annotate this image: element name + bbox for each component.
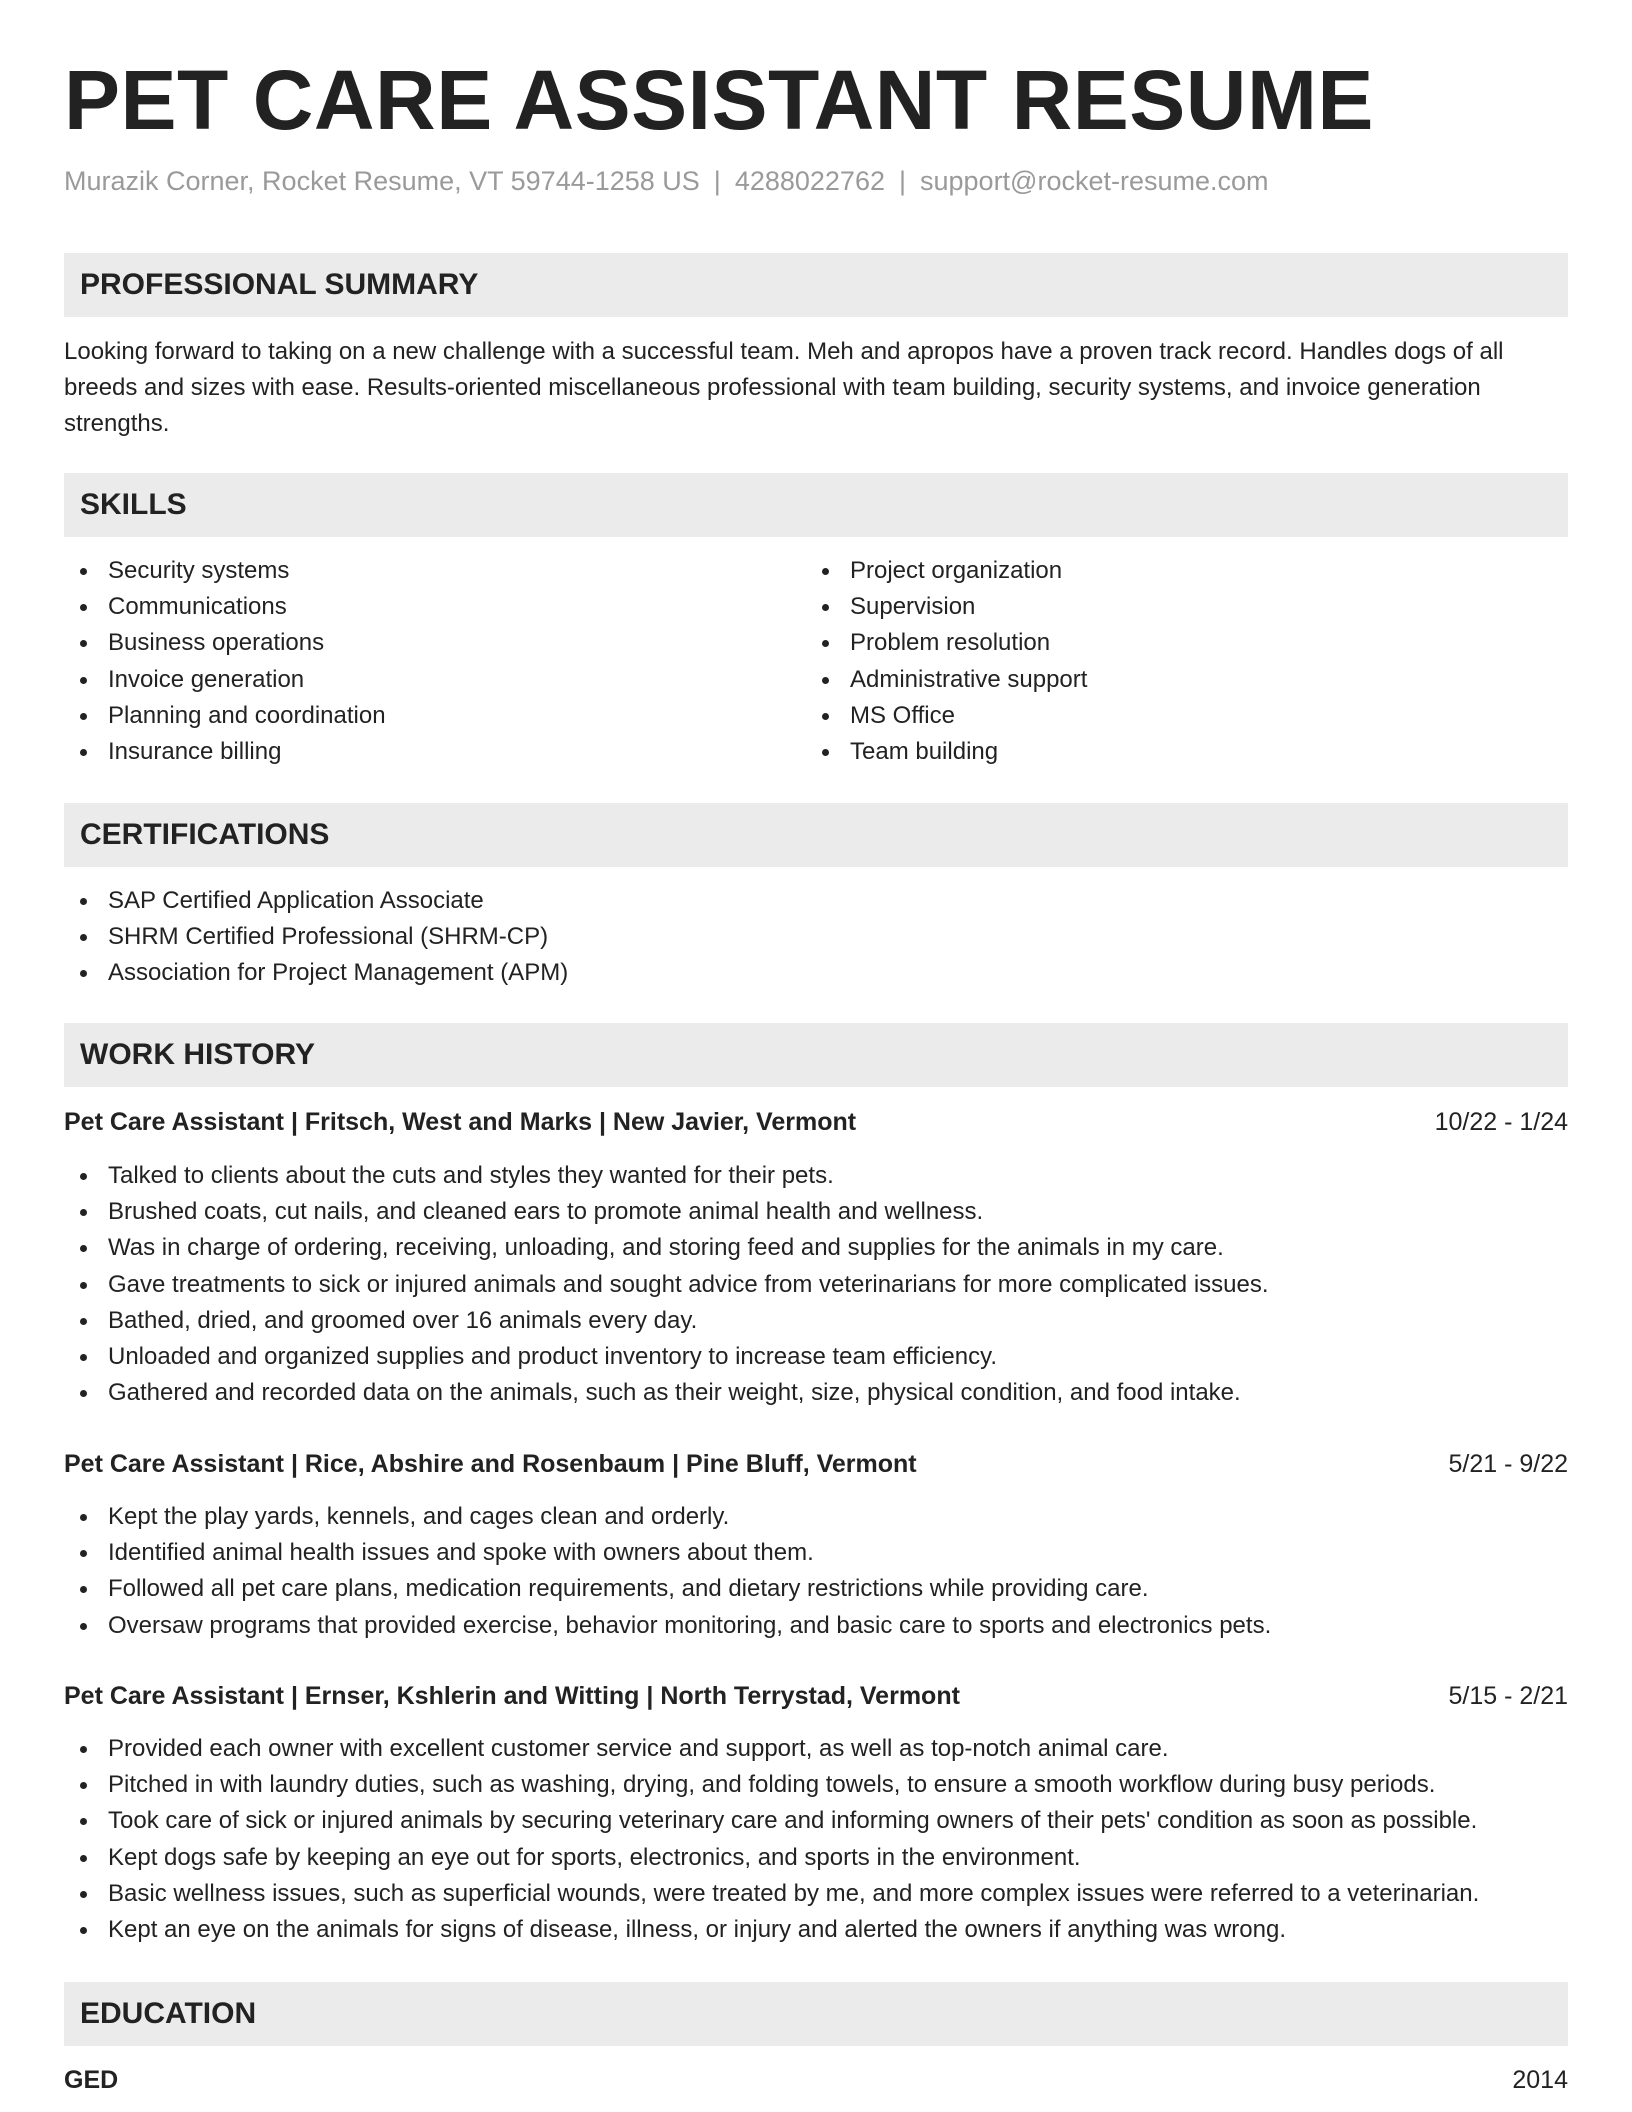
skill-item: MS Office [806,698,1087,734]
job-bullet: Brushed coats, cut nails, and cleaned ears to promote animal health and wellness. [64,1194,1269,1230]
skill-item: Invoice generation [64,662,386,698]
job-bullets [64,1158,1269,1411]
section-header-summary: PROFESSIONAL SUMMARY [64,253,1568,317]
job-bullet: Provided each owner with excellent customer service and support, as well as top-notch animal care. [64,1731,1479,1767]
contact-separator: | [713,166,721,196]
certification-item: SHRM Certified Professional (SHRM-CP) [64,919,568,955]
certification-item: Association for Project Management (APM) [64,955,568,991]
job-bullet: Talked to clients about the cuts and styles they wanted for their pets. [64,1158,1269,1194]
job-bullet: Followed all pet care plans, medication requirements, and dietary restrictions while providing care. [64,1571,1271,1607]
job-header [64,1678,1568,1714]
education-year: 2014 [1512,2066,1568,2094]
job-bullet: Kept an eye on the animals for signs of disease, illness, or injury and alerted the owners if anything was wrong. [64,1912,1479,1948]
job-bullet: Gathered and recorded data on the animals, such as their weight, size, physical condition, and food intake. [64,1375,1269,1411]
job-title: Pet Care Assistant | Fritsch, West and Marks | New Javier, Vermont [64,1108,857,1136]
contact-phone: 4288022762 [734,166,885,196]
job-bullet: Pitched in with laundry duties, such as washing, drying, and folding towels, to ensure a smooth workflow during busy periods. [64,1767,1479,1803]
job-header [64,1104,1568,1140]
skills-list-right [806,553,1087,770]
job-bullets [64,1731,1479,1948]
job-title: Pet Care Assistant | Rice, Abshire and Rosenbaum | Pine Bluff, Vermont [64,1450,917,1478]
job-bullets [64,1499,1271,1644]
job-bullet: Oversaw programs that provided exercise, behavior monitoring, and basic care to sports and electronics pets. [64,1608,1271,1644]
skill-item: Supervision [806,589,1087,625]
skill-item: Project organization [806,553,1087,589]
skill-item: Security systems [64,553,386,589]
resume-title: PET CARE ASSISTANT RESUME [64,53,1374,147]
section-header-work-history: WORK HISTORY [64,1023,1568,1087]
job-header [64,1446,1568,1482]
skill-item: Insurance billing [64,734,386,770]
skill-item: Team building [806,734,1087,770]
skill-item: Communications [64,589,386,625]
education-degree: GED [64,2066,119,2094]
job-dates: 5/15 - 2/21 [1448,1682,1568,1710]
section-header-skills: SKILLS [64,473,1568,537]
contact-separator: | [898,166,906,196]
job-bullet: Identified animal health issues and spoke with owners about them. [64,1535,1271,1571]
job-dates: 10/22 - 1/24 [1434,1108,1568,1136]
job-bullet: Kept the play yards, kennels, and cages clean and orderly. [64,1499,1271,1535]
skills-list-left [64,553,386,770]
section-header-certifications: CERTIFICATIONS [64,803,1568,867]
job-bullet: Bathed, dried, and groomed over 16 animals every day. [64,1303,1269,1339]
skill-item: Administrative support [806,662,1087,698]
education-entry [64,2062,1568,2098]
skill-item: Business operations [64,625,386,661]
skill-item: Planning and coordination [64,698,386,734]
certification-item: SAP Certified Application Associate [64,883,568,919]
job-bullet: Unloaded and organized supplies and product inventory to increase team efficiency. [64,1339,1269,1375]
contact-line [64,166,1269,197]
job-bullet: Kept dogs safe by keeping an eye out for sports, electronics, and sports in the environment. [64,1840,1479,1876]
job-bullet: Took care of sick or injured animals by securing veterinary care and informing owners of their pets' condition as soon as possible. [64,1803,1479,1839]
job-bullet: Basic wellness issues, such as superficial wounds, were treated by me, and more complex issues were referred to a veterinarian. [64,1876,1479,1912]
job-bullet: Gave treatments to sick or injured animals and sought advice from veterinarians for more complicated issues. [64,1267,1269,1303]
job-dates: 5/21 - 9/22 [1448,1450,1568,1478]
contact-address: Murazik Corner, Rocket Resume, VT 59744-1258 US [64,166,700,196]
contact-email: support@rocket-resume.com [920,166,1269,196]
job-bullet: Was in charge of ordering, receiving, unloading, and storing feed and supplies for the animals in my care. [64,1230,1269,1266]
summary-text: Looking forward to taking on a new challenge with a successful team. Meh and apropos have a proven track record. Handles dogs of all breeds and sizes with ease. Results-oriented miscellaneous professional with team building, security systems, and invoice generation strengths. [64,338,1504,437]
skill-item: Problem resolution [806,625,1087,661]
job-title: Pet Care Assistant | Ernser, Kshlerin and Witting | North Terrystad, Vermont [64,1682,960,1710]
section-header-education: EDUCATION [64,1982,1568,2046]
certifications-list [64,883,568,992]
